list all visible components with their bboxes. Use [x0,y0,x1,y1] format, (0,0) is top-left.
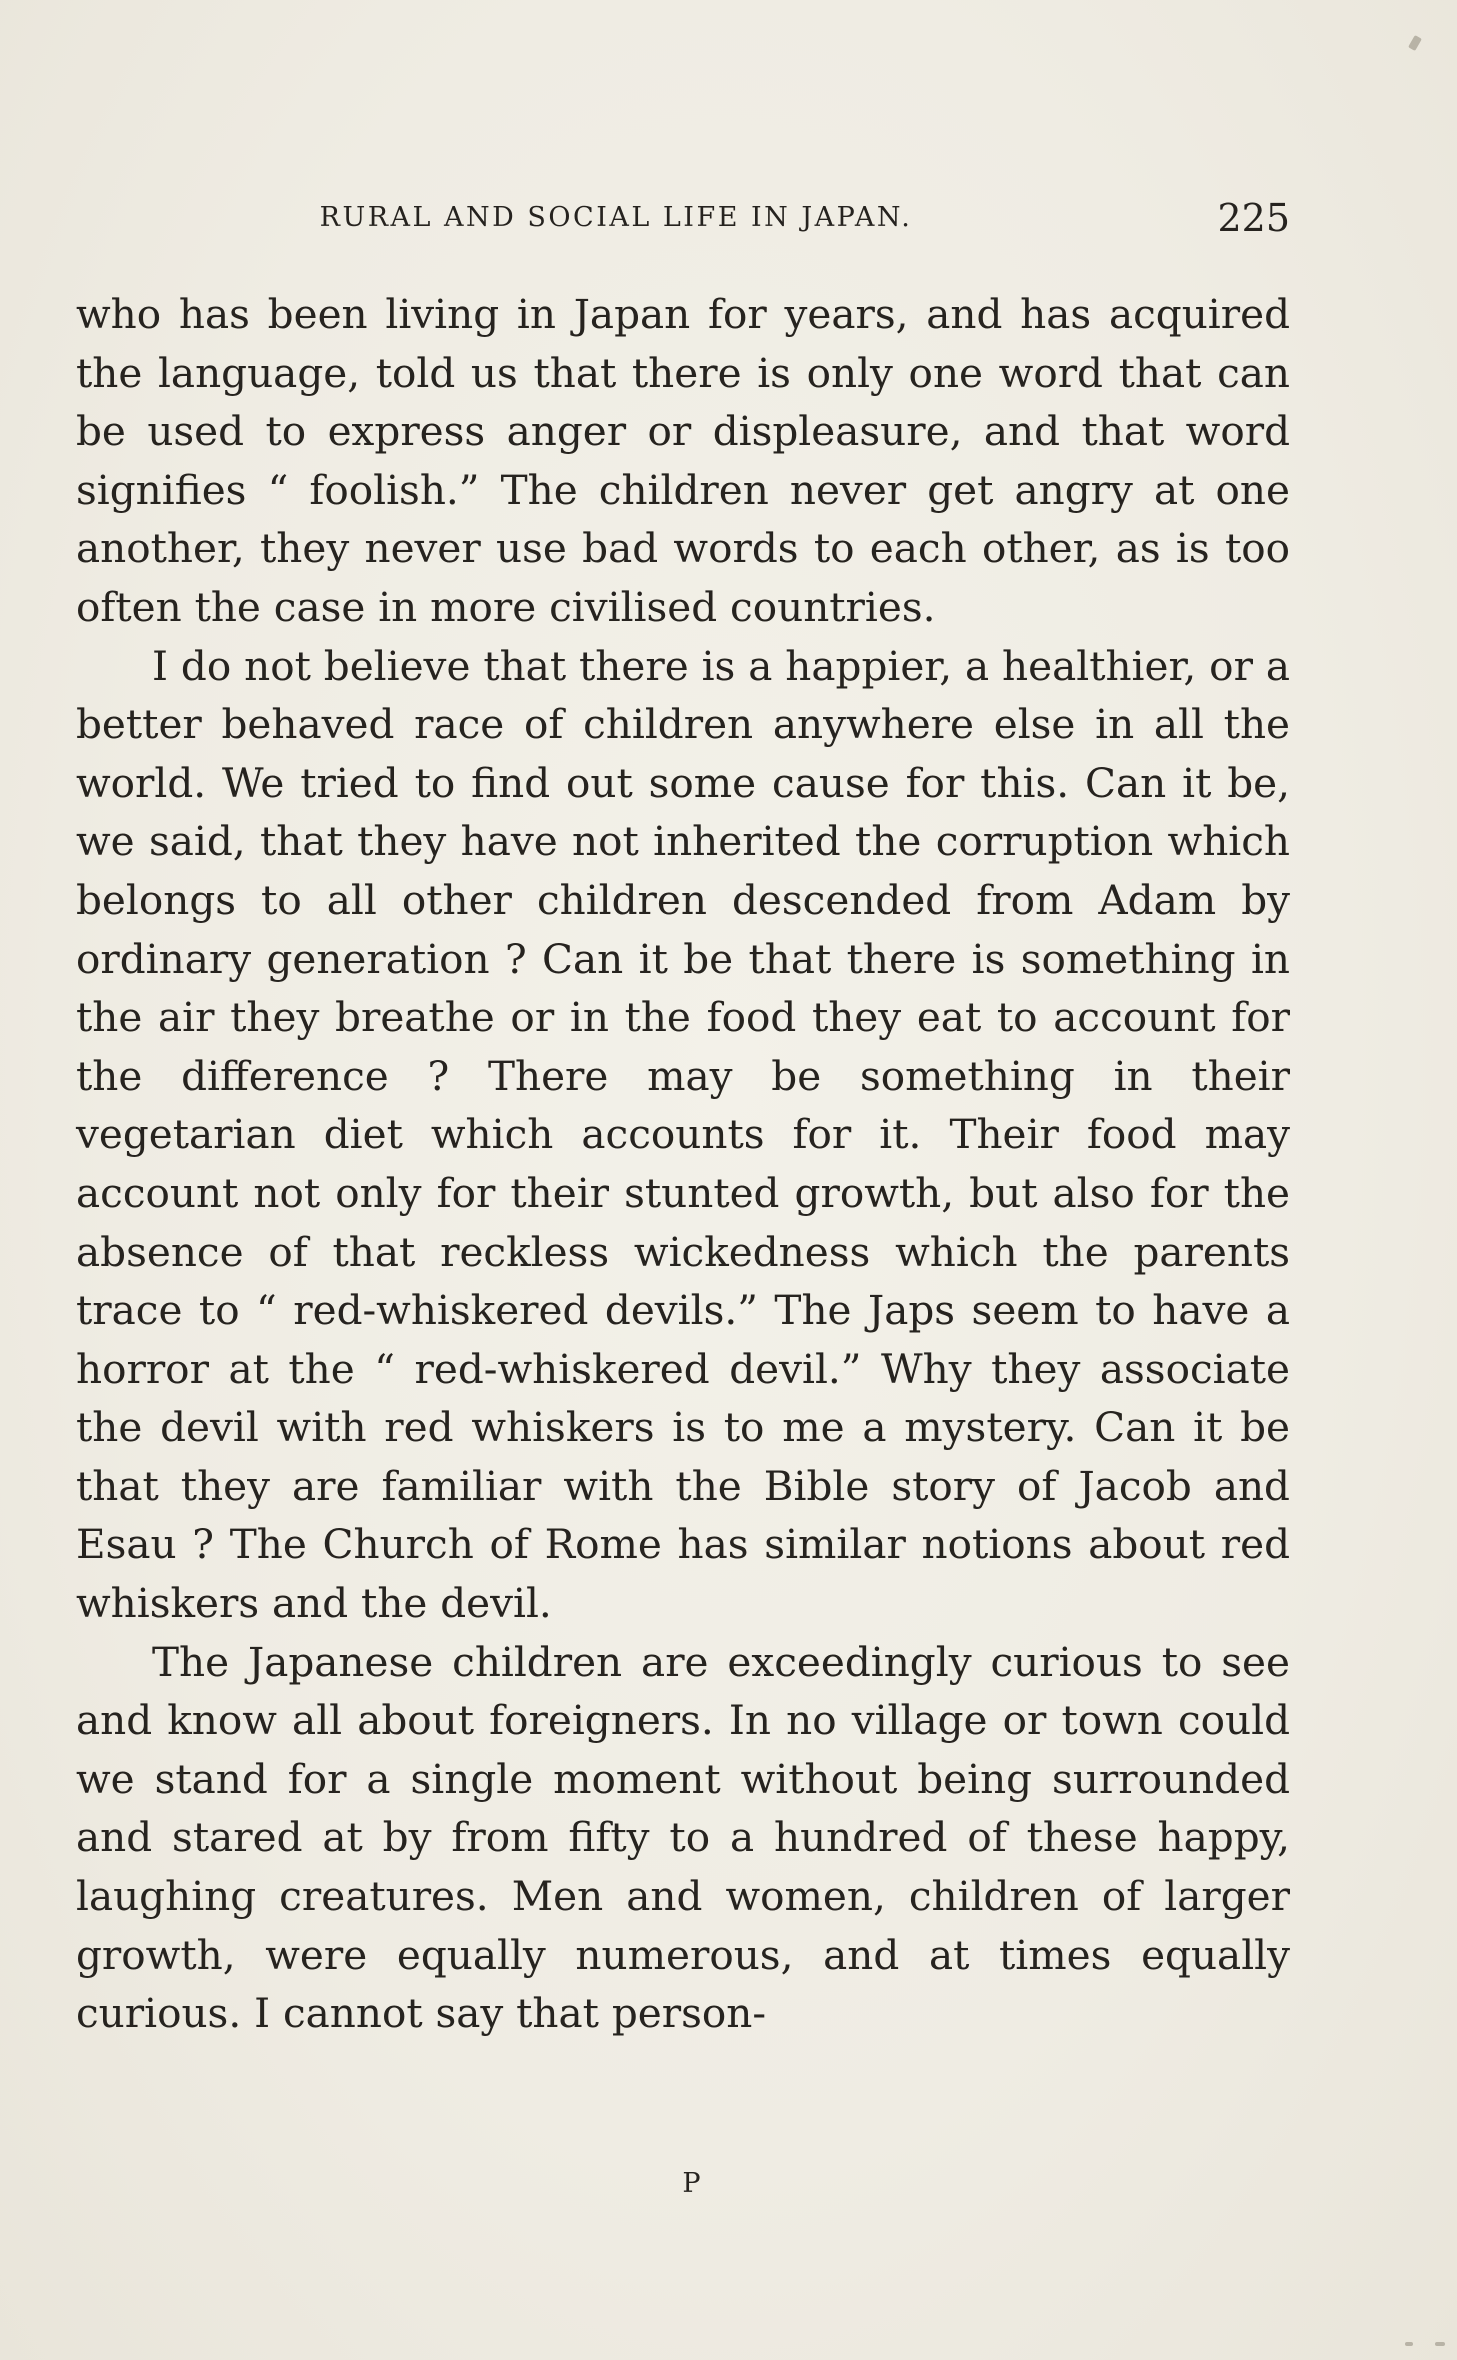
paragraph-2: I do not believe that there is a happier, a healthier, or a better behaved race of children anywhere else in all the world. We tried to find out some cause for this. Can it be, we said, that they have not inherited the corruption which belongs to all other children descended from Adam by ordinary generation ? Can it be that there is something in the air they breathe or in the food they eat to account for the difference ? There may be something in their vegetarian diet which accounts for it. Their food may account not only for their stunted growth, but also for the absence of that reckless wickedness which the parents trace to “ red-whiskered devils.” The Japs seem to have a horror at the “ red-whiskered devil.” Why they associate the devil with red whiskers is to me a mystery. Can it be that they are familiar with the Bible story of Jacob and Esau ? The Church of Rome has similar notions about red whiskers and the devil. [76,641,1290,1628]
paper-speck [1405,2342,1413,2346]
running-title: RURAL AND SOCIAL LIFE IN JAPAN. [319,202,913,233]
paragraph-3: The Japanese children are exceedingly curious to see and know all about foreigners. In no village or town could we stand for a single moment without being surrounded and stared at by from fifty to a hundred of these happy, laughing creatures. Men and women, children of larger growth, were equally numerous, and at times equally curious. I cannot say that person- [76,1637,1290,2038]
signature-mark: P [682,2168,702,2199]
paper-speck [1435,2342,1445,2346]
running-head [76,196,1290,246]
paper-speck [1408,35,1422,51]
body-text [76,285,1290,2043]
page-number: 225 [1217,196,1290,240]
paragraph-1: who has been living in Japan for years, and has acquired the language, told us that there is only one word that can be used to express anger or displeasure, and that word signifies “ foolish.” The children never get angry at one another, they never use bad words to each other, as is too often the case in more civilised countries. [76,290,1290,631]
